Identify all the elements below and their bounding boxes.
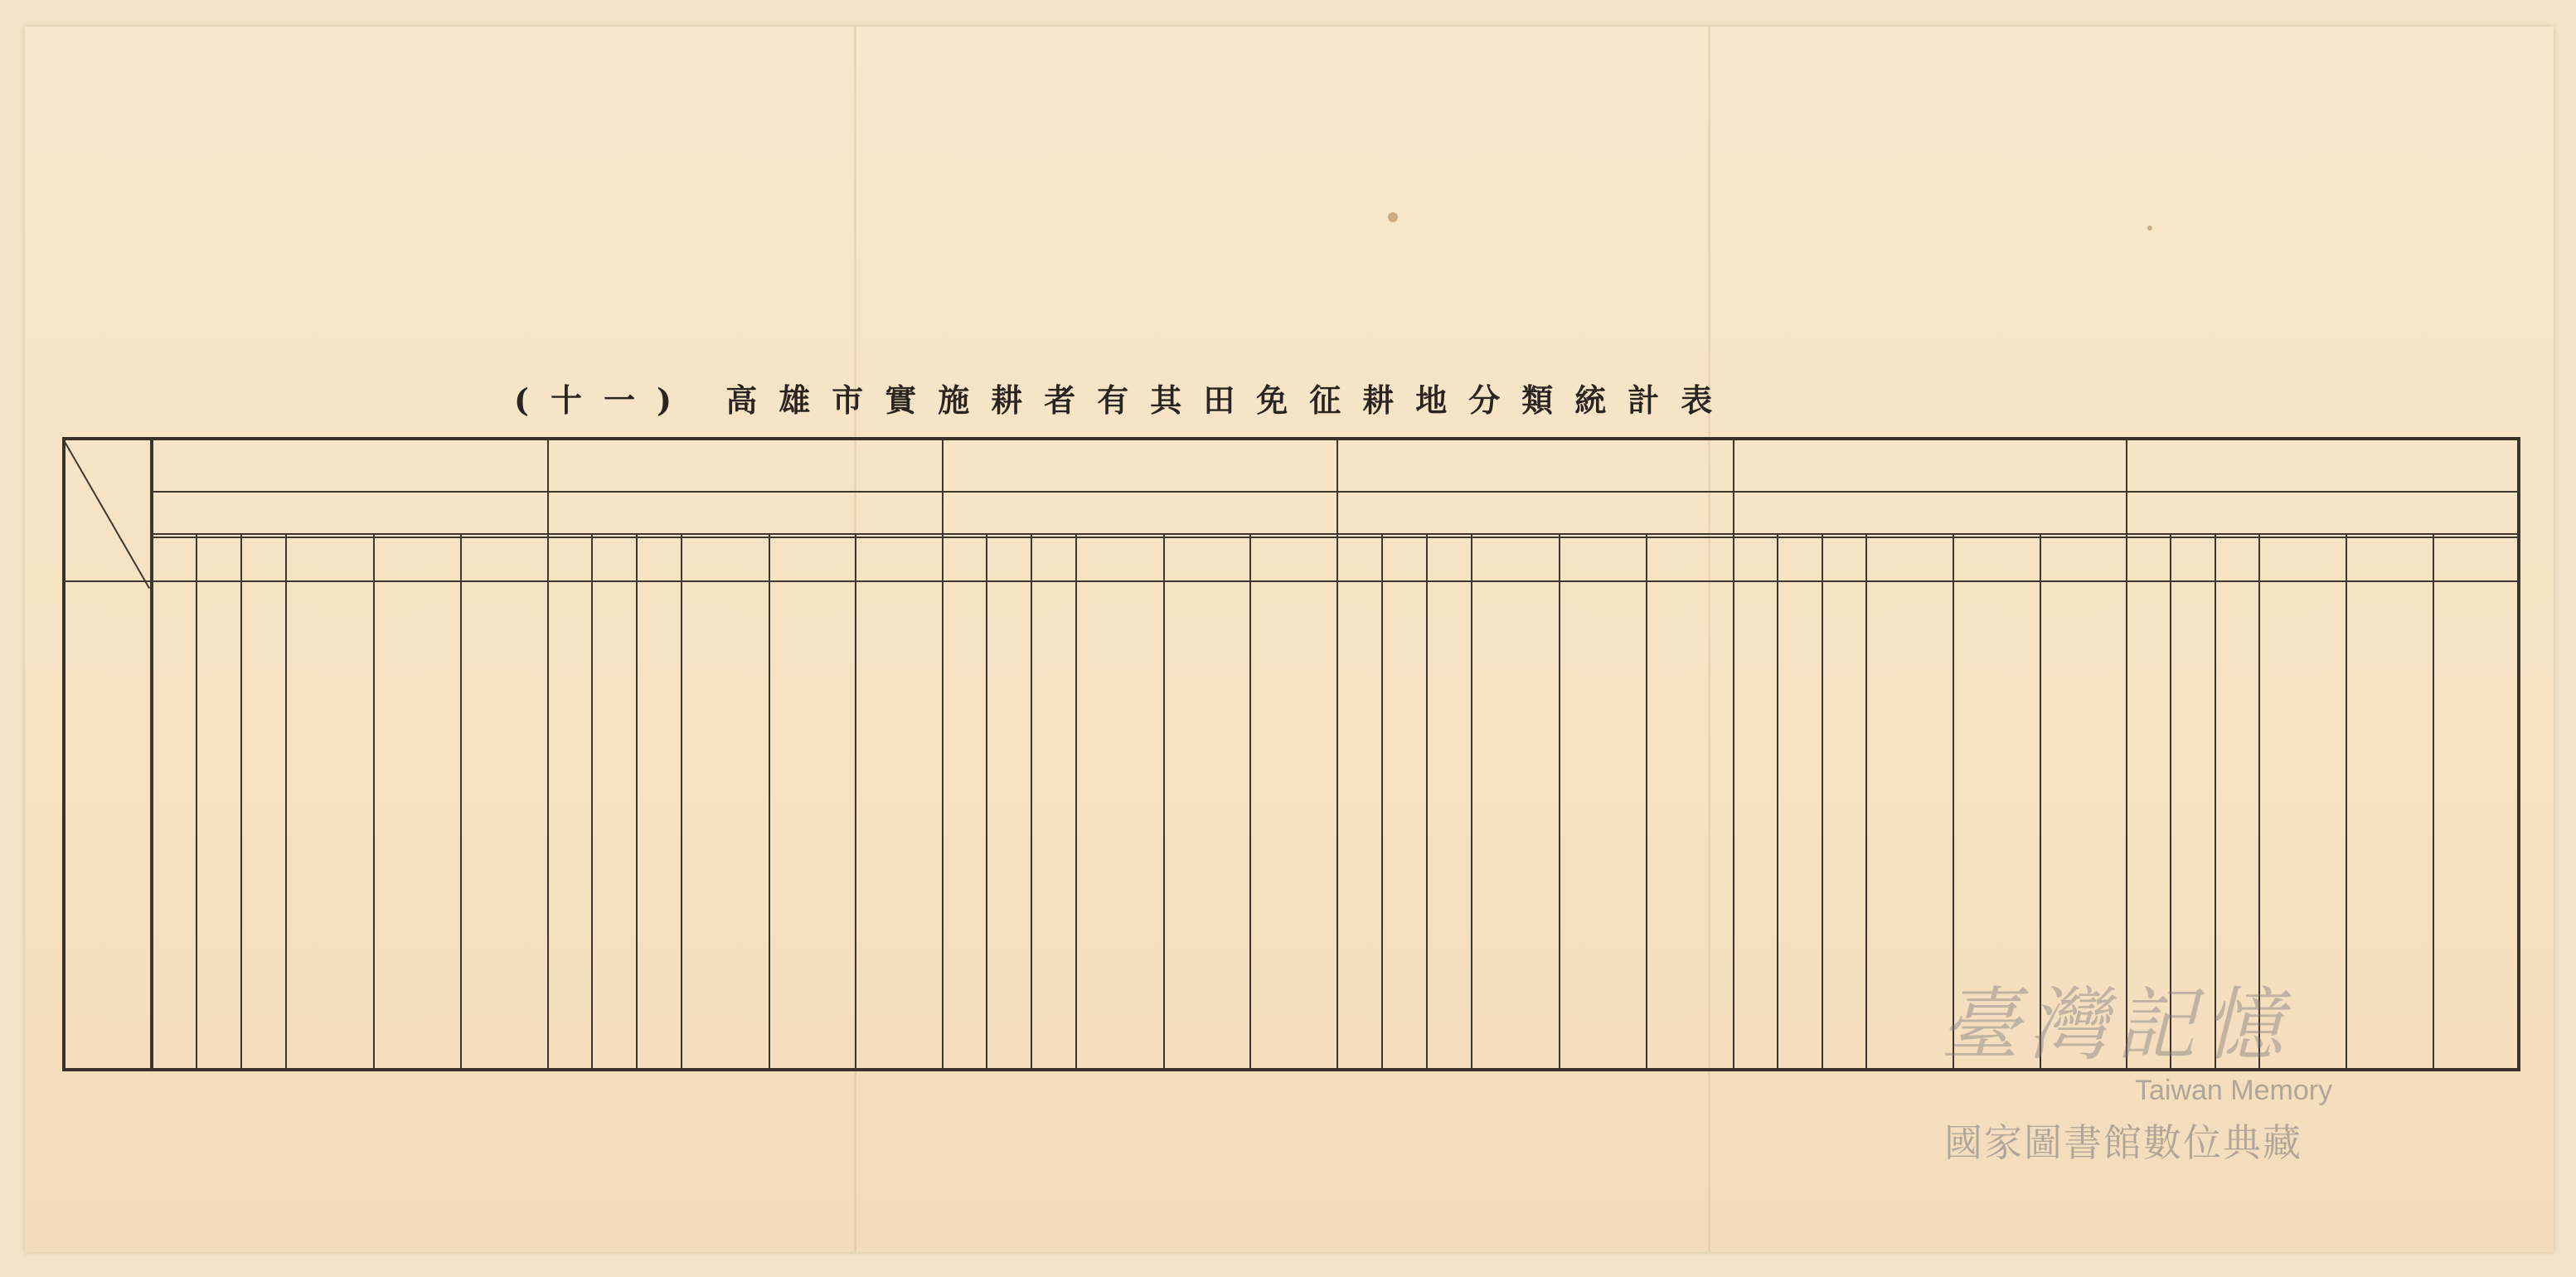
watermark-organization: 國家圖書館數位典藏: [1944, 1120, 2302, 1165]
table-vline: [460, 535, 462, 1070]
table-vline: [2346, 535, 2347, 1070]
table-hline: [150, 491, 2519, 493]
table-vline: [1163, 535, 1165, 1070]
paper-stain: [1388, 212, 1398, 222]
paper-stain: [2147, 226, 2152, 231]
table-vline: [1426, 535, 1428, 1070]
table-vline: [1822, 535, 1823, 1070]
table-vline: [1559, 535, 1560, 1070]
table-vline: [591, 535, 593, 1070]
table-vline: [285, 535, 287, 1070]
table-hline: [1337, 537, 1733, 538]
table-hline: [942, 537, 1337, 538]
table-vline: [769, 535, 770, 1070]
table-hline: [547, 537, 942, 538]
table-vline: [1471, 535, 1472, 1070]
table-vline: [1865, 535, 1867, 1070]
watermark-chinese: 臺灣記憶: [1940, 978, 2292, 1071]
table-vline: [986, 535, 987, 1070]
table-vline: [373, 535, 375, 1070]
watermark-english: Taiwan Memory: [2135, 1075, 2333, 1106]
table-vline: [196, 535, 197, 1070]
table-vline: [1249, 535, 1251, 1070]
table-vline: [2519, 439, 2520, 1070]
table-hline: [1733, 537, 2126, 538]
table-vline: [1031, 535, 1032, 1070]
table-vline: [1075, 535, 1077, 1070]
table-hline: [64, 580, 2519, 582]
table-hline: [150, 533, 2519, 535]
table-vline: [1777, 535, 1778, 1070]
table-vline: [2433, 535, 2434, 1070]
table-vline: [240, 535, 242, 1070]
table-hline: [152, 537, 547, 538]
table-vline: [855, 535, 856, 1070]
table-vline: [636, 535, 638, 1070]
table-hline: [2126, 537, 2519, 538]
table-vline: [1646, 535, 1647, 1070]
document-title: (十一) 高雄市實施耕者有其田免征耕地分類統計表: [514, 381, 1734, 419]
table-vline: [1381, 535, 1383, 1070]
table-vline: [681, 535, 682, 1070]
